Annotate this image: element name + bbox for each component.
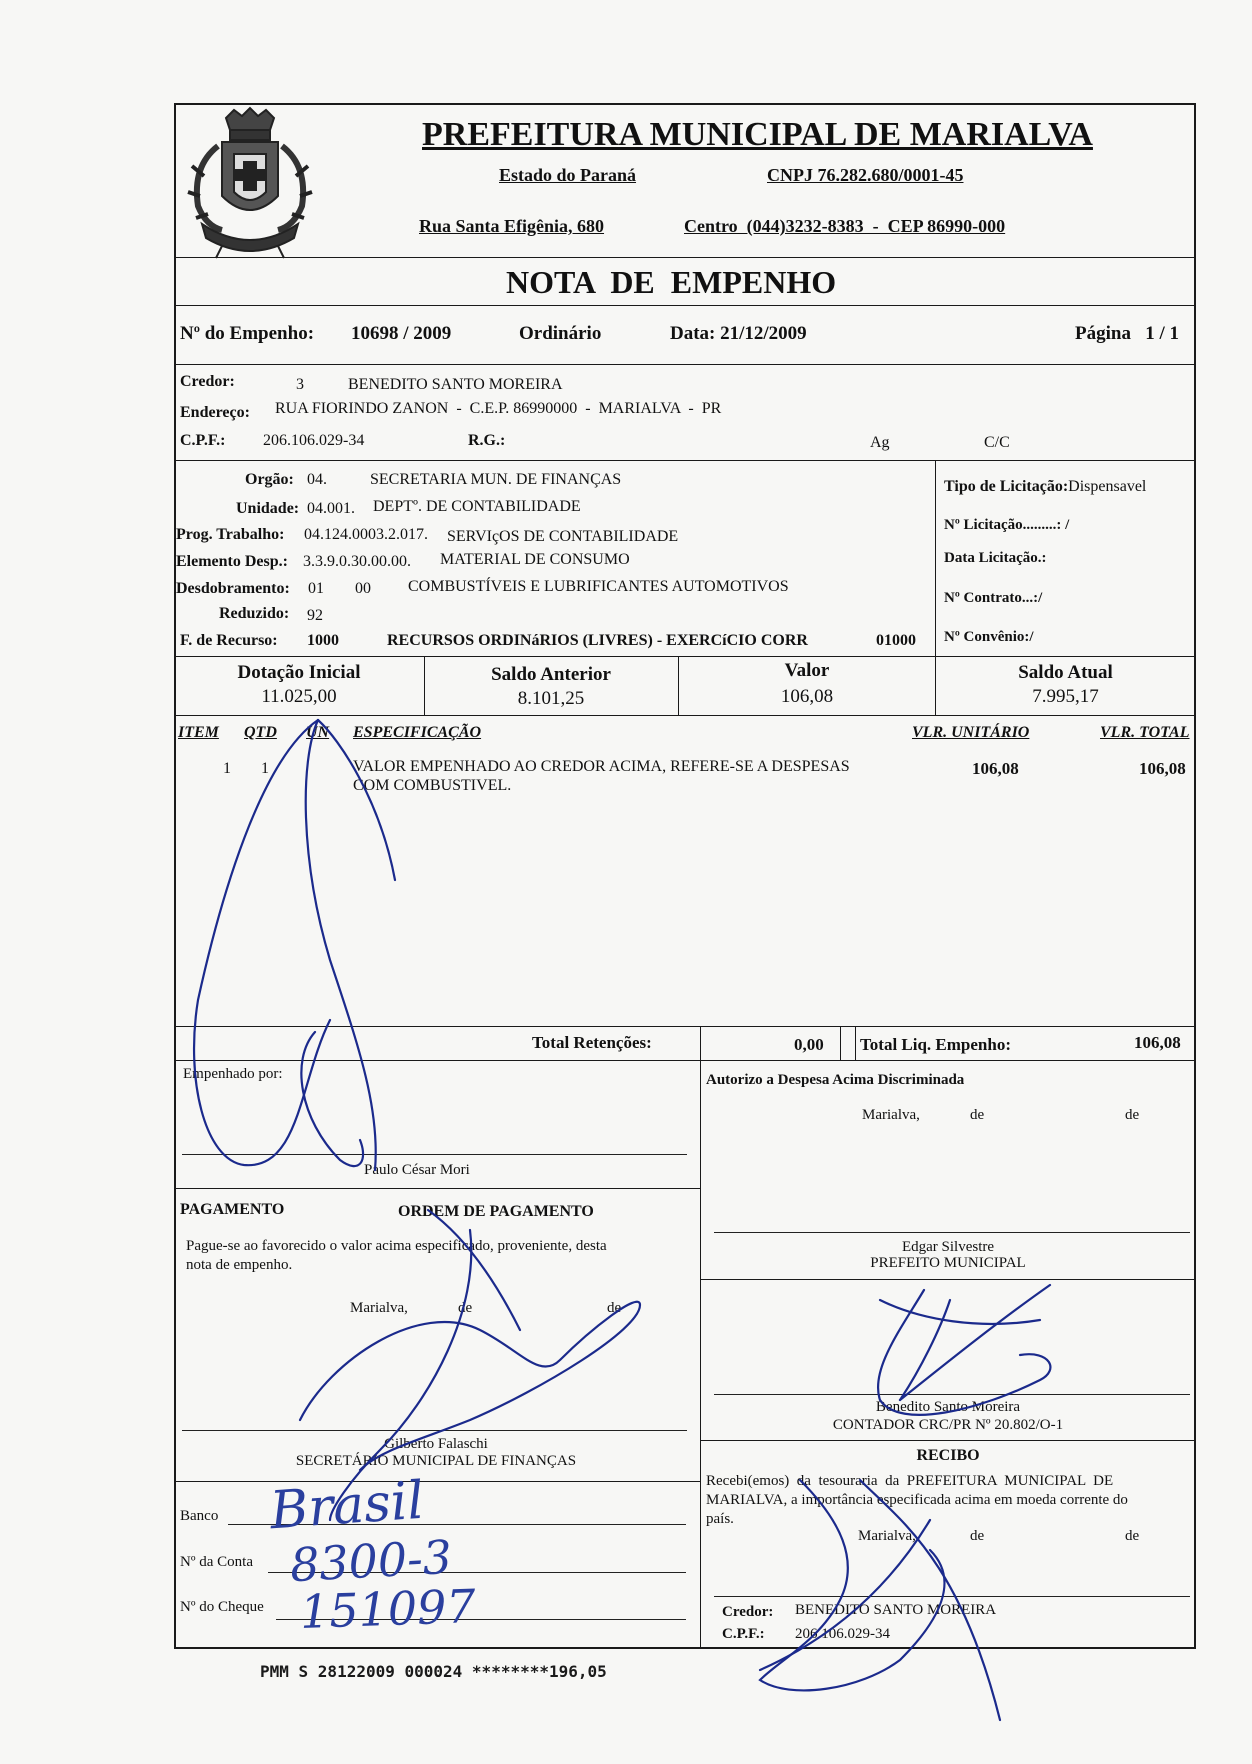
prefeito-role: PREFEITO MUNICIPAL — [870, 1255, 1026, 1271]
elemento-code: 3.3.9.0.30.00.00. — [303, 553, 411, 570]
valor-label: Valor — [784, 660, 830, 681]
state-label: Estado do Paraná — [499, 165, 637, 185]
prog-code: 04.124.0003.2.017. — [304, 526, 428, 543]
recibo-title: RECIBO — [916, 1447, 980, 1464]
autorizo-label: Autorizo a Despesa Acima Discriminada — [706, 1072, 965, 1088]
unidade-code: 04.001. — [307, 500, 355, 517]
recibo-cpf-label: C.P.F.: — [722, 1626, 765, 1642]
total-liquido-label: Total Liq. Empenho: — [860, 1035, 1011, 1054]
item-total-value: 106,08 — [1139, 759, 1186, 778]
autorizo-city: Marialva, — [862, 1107, 920, 1123]
elemento-label: Elemento Desp.: — [176, 553, 288, 570]
recurso-code: 1000 — [307, 632, 339, 649]
desdobramento-code1: 01 — [308, 580, 324, 597]
empenho-type: Ordinário — [519, 323, 602, 344]
valor-value: 106,08 — [780, 686, 834, 707]
ag-label: Ag — [870, 434, 890, 451]
unidade-name: DEPTº. DE CONTABILIDADE — [373, 498, 581, 515]
dotacao-value: 11.025,00 — [261, 686, 337, 707]
recurso-code2: 01000 — [876, 632, 916, 649]
recurso-label: F. de Recurso: — [180, 632, 278, 649]
empenho-number: 10698 / 2009 — [351, 323, 452, 344]
municipality-title: PREFEITURA MUNICIPAL DE MARIALVA — [422, 116, 1093, 153]
desdobramento-name: COMBUSTÍVEIS E LUBRIFICANTES AUTOMOTIVOS — [408, 578, 789, 595]
recibo-credor-label: Credor: — [722, 1604, 774, 1620]
credor-cpf: 206.106.029-34 — [263, 432, 365, 449]
convenio-numero: Nº Convênio:/ — [944, 629, 1034, 645]
dotacao-label: Dotação Inicial — [237, 662, 361, 683]
total-retencoes-label: Total Retenções: — [532, 1033, 652, 1052]
secretario-role: SECRETÁRIO MUNICIPAL DE FINANÇAS — [295, 1453, 577, 1469]
total-retencoes-value: 0,00 — [794, 1035, 824, 1054]
autorizo-de2: de — [1125, 1107, 1140, 1123]
pagamento-de2: de — [607, 1300, 622, 1316]
contador-role: CONTADOR CRC/PR Nº 20.802/O-1 — [832, 1417, 1064, 1433]
credor-address: RUA FIORINDO ZANON - C.E.P. 86990000 - MARIALVA - PR — [275, 400, 722, 417]
licitacao-numero: Nº Licitação.........: / — [944, 517, 1070, 533]
cc-label: C/C — [984, 434, 1010, 451]
document-title: NOTA DE EMPENHO — [506, 264, 837, 300]
prefeito-name: Edgar Silvestre — [901, 1239, 995, 1255]
conta-label: Nº da Conta — [180, 1554, 253, 1570]
credor-name: BENEDITO SANTO MOREIRA — [348, 376, 563, 393]
contador-name: Benedito Santo Moreira — [875, 1399, 1021, 1415]
credor-code: 3 — [296, 376, 304, 393]
contrato-numero: Nº Contrato...:/ — [944, 590, 1043, 606]
ordem-pagamento-title: ORDEM DE PAGAMENTO — [398, 1203, 594, 1220]
rg-label: R.G.: — [468, 432, 506, 449]
banco-handwritten: Brasil — [268, 1470, 426, 1542]
empenho-date: Data: 21/12/2009 — [670, 323, 807, 344]
cpf-label: C.P.F.: — [180, 432, 226, 449]
address-field-label: Endereço: — [180, 404, 250, 421]
saldo-anterior-label: Saldo Anterior — [491, 664, 611, 685]
licitacao-tipo-label: Tipo de Licitação: — [944, 478, 1069, 495]
item-desc-line1: VALOR EMPENHADO AO CREDOR ACIMA, REFERE-SE A DESPESAS — [353, 758, 850, 775]
recibo-text-line1: Recebi(emos) da tesouraria da PREFEITURA MUNICIPAL DE — [706, 1473, 1114, 1489]
credor-label: Credor: — [180, 373, 235, 390]
footer-print-code: PMM S 28122009 000024 ********196,05 — [260, 1662, 607, 1681]
saldo-atual-label: Saldo Atual — [1018, 662, 1113, 683]
saldo-anterior-value: 8.101,25 — [517, 688, 585, 709]
secretario-name: Gilberto Falaschi — [384, 1436, 488, 1452]
address-label: Rua Santa Efigênia, 680 — [419, 216, 605, 236]
col-item: ITEM — [178, 724, 219, 741]
recibo-text-line3: país. — [706, 1511, 734, 1527]
empenhado-name: Paulo César Mori — [364, 1162, 470, 1178]
licitacao-data: Data Licitação.: — [944, 550, 1047, 566]
coat-of-arms-icon — [182, 106, 317, 260]
cheque-handwritten: 151097 — [299, 1578, 477, 1640]
col-un: UN — [306, 724, 330, 741]
reduzido-label: Reduzido: — [219, 605, 290, 622]
pagamento-de1: de — [458, 1300, 473, 1316]
total-liquido-value: 106,08 — [1134, 1033, 1181, 1052]
licitacao-tipo-value: Dispensavel — [1068, 478, 1147, 495]
item-unit-value: 106,08 — [972, 759, 1019, 778]
recibo-de1: de — [970, 1528, 985, 1544]
recibo-text-line2: MARIALVA, a importância especificada acima em moeda corrente do — [706, 1492, 1128, 1508]
col-especificacao: ESPECIFICAÇÃO — [353, 724, 482, 741]
pagamento-label: PAGAMENTO — [180, 1201, 285, 1218]
col-vlr-unitario: VLR. UNITÁRIO — [912, 724, 1030, 741]
empenho-label: Nº do Empenho: — [180, 323, 315, 344]
banco-label: Banco — [180, 1508, 219, 1524]
prog-label: Prog. Trabalho: — [176, 526, 285, 543]
conta-handwritten: 8300-3 — [288, 1529, 454, 1593]
col-vlr-total: VLR. TOTAL — [1100, 724, 1190, 741]
cnpj-label: CNPJ 76.282.680/0001-45 — [767, 165, 964, 185]
pagamento-text-line1: Pague-se ao favorecido o valor acima especificado, proveniente, desta — [186, 1238, 607, 1254]
desdobramento-label: Desdobramento: — [176, 580, 290, 597]
elemento-name: MATERIAL DE CONSUMO — [440, 551, 630, 568]
item-number: 1 — [223, 760, 231, 777]
orgao-label: Orgão: — [245, 471, 294, 488]
recibo-de2: de — [1125, 1528, 1140, 1544]
recibo-credor-name: BENEDITO SANTO MOREIRA — [795, 1602, 997, 1618]
licitacao-tipo — [944, 478, 1146, 496]
cheque-label: Nº do Cheque — [180, 1599, 264, 1615]
col-qtd: QTD — [244, 724, 277, 741]
reduzido-value: 92 — [307, 607, 323, 624]
item-desc-line2: COM COMBUSTIVEL. — [353, 777, 512, 794]
saldo-atual-value: 7.995,17 — [1032, 686, 1099, 707]
contact-label: Centro (044)3232-8383 - CEP 86990-000 — [684, 216, 1006, 236]
empenhado-label: Empenhado por: — [183, 1066, 283, 1082]
recurso-name: RECURSOS ORDINáRIOS (LIVRES) - EXERCíCIO CORR — [387, 632, 808, 649]
autorizo-de1: de — [970, 1107, 985, 1123]
prog-name: SERVIçOS DE CONTABILIDADE — [447, 528, 679, 545]
orgao-name: SECRETARIA MUN. DE FINANÇAS — [370, 471, 622, 488]
pagamento-city: Marialva, — [350, 1300, 408, 1316]
orgao-code: 04. — [307, 471, 327, 488]
pagamento-text-line2: nota de empenho. — [186, 1257, 293, 1273]
page-number: Página 1 / 1 — [1075, 323, 1179, 344]
recibo-cpf: 206.106.029-34 — [795, 1626, 890, 1642]
unidade-label: Unidade: — [236, 500, 300, 517]
desdobramento-code2: 00 — [355, 580, 371, 597]
recibo-city: Marialva, — [858, 1528, 916, 1544]
item-qtd: 1 — [261, 760, 269, 777]
